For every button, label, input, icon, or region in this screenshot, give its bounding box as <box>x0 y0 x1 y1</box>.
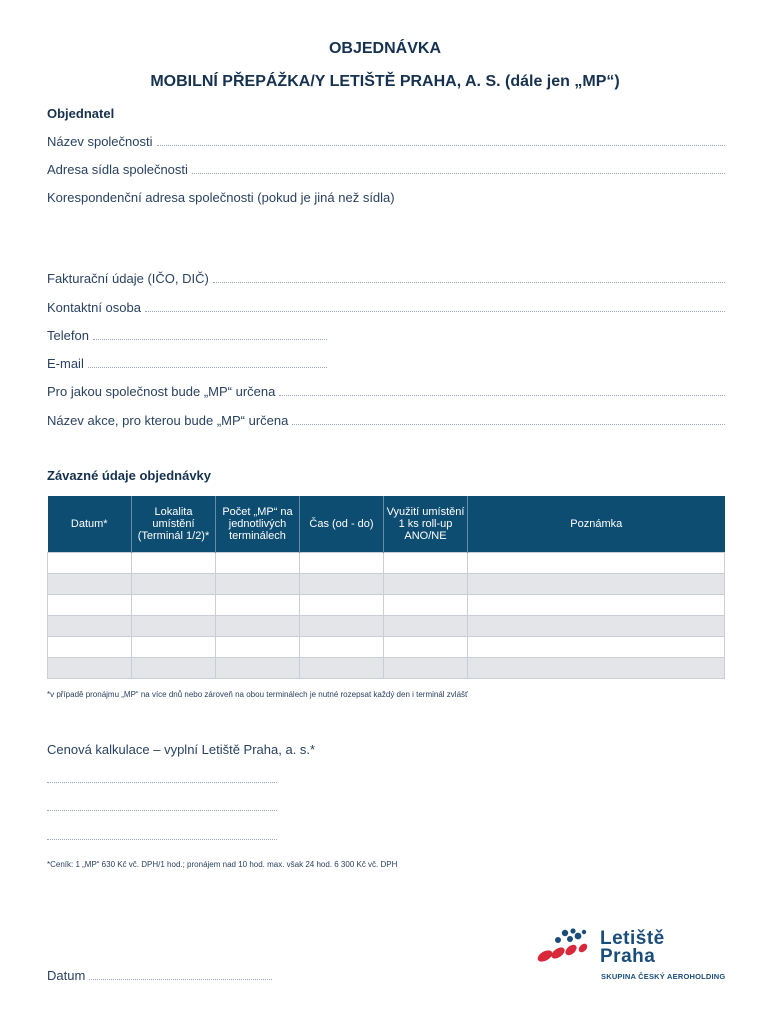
orderer-heading: Objednatel <box>47 106 115 121</box>
table-cell[interactable] <box>216 658 300 679</box>
pricing-line-1 <box>47 781 277 783</box>
billing-details-field[interactable] <box>47 271 725 286</box>
target-company-field[interactable] <box>47 384 725 399</box>
phone-label: Telefon <box>47 328 89 343</box>
target-company-label: Pro jakou společnost bude „MP“ určena <box>47 384 276 399</box>
table-row <box>48 616 725 637</box>
company-name-field[interactable] <box>47 134 725 149</box>
table-cell[interactable] <box>300 658 384 679</box>
column-header-date: Datum* <box>48 496 132 553</box>
email-field[interactable] <box>47 356 327 371</box>
table-cell[interactable] <box>216 637 300 658</box>
pricing-footnote: *Ceník: 1 „MP“ 630 Kč vč. DPH/1 hod.; pronájem nad 10 hod. max. však 24 hod. 6 300 Kč vč. DPH <box>47 860 398 869</box>
correspondence-address-label: Korespondenční adresa společnosti (pokud je jiná než sídla) <box>47 190 395 205</box>
column-header-time: Čas (od - do) <box>300 496 384 553</box>
email-label: E-mail <box>47 356 84 371</box>
contact-person-field[interactable] <box>47 300 725 315</box>
column-header-location: Lokalita umístění (Terminál 1/2)* <box>132 496 216 553</box>
pricing-heading: Cenová kalkulace – vyplní Letiště Praha, a. s.* <box>47 742 316 757</box>
document-title: OBJEDNÁVKA <box>328 40 441 57</box>
pricing-line-2 <box>47 809 277 811</box>
table-cell[interactable] <box>216 616 300 637</box>
event-name-line[interactable] <box>292 414 725 425</box>
order-details-heading: Závazné údaje objednávky <box>47 468 212 483</box>
table-cell[interactable] <box>48 616 132 637</box>
table-cell[interactable] <box>132 574 216 595</box>
logo-name-line2: Praha <box>600 946 656 967</box>
correspondence-address-field[interactable] <box>47 190 725 205</box>
billing-details-label: Fakturační údaje (IČO, DIČ) <box>47 271 209 286</box>
table-cell[interactable] <box>300 553 384 574</box>
company-address-field[interactable] <box>47 162 725 177</box>
table-cell[interactable] <box>132 595 216 616</box>
date-label: Datum <box>47 968 86 983</box>
table-row <box>48 637 725 658</box>
email-line[interactable] <box>88 357 327 368</box>
contact-person-label: Kontaktní osoba <box>47 300 141 315</box>
column-header-count: Počet „MP“ na jednotlivých terminálech <box>216 496 300 553</box>
table-cell[interactable] <box>384 616 468 637</box>
event-name-field[interactable] <box>47 413 725 428</box>
table-header-row <box>48 496 725 553</box>
event-name-label: Název akce, pro kterou bude „MP“ určena <box>47 413 289 428</box>
table-cell[interactable] <box>300 595 384 616</box>
phone-field[interactable] <box>47 328 327 343</box>
contact-person-line[interactable] <box>145 301 725 312</box>
company-name-line[interactable] <box>157 135 726 146</box>
column-header-rollup: Využití umístění 1 ks roll-up ANO/NE <box>384 496 468 553</box>
table-cell[interactable] <box>48 637 132 658</box>
phone-line[interactable] <box>93 329 327 340</box>
table-cell[interactable] <box>384 574 468 595</box>
table-cell[interactable] <box>132 553 216 574</box>
table-cell[interactable] <box>132 658 216 679</box>
target-company-line[interactable] <box>279 385 725 396</box>
table-cell[interactable] <box>216 574 300 595</box>
pricing-line-3 <box>47 838 277 840</box>
document-subtitle: MOBILNÍ PŘEPÁŽKA/Y LETIŠTĚ PRAHA, A. S. (dále jen „MP“) <box>150 73 620 90</box>
table-cell[interactable] <box>300 574 384 595</box>
table-cell[interactable] <box>384 658 468 679</box>
logo-tagline: SKUPINA ČESKÝ AEROHOLDING <box>601 972 726 981</box>
date-field[interactable] <box>47 968 272 983</box>
table-cell[interactable] <box>48 553 132 574</box>
order-details-table <box>47 496 725 679</box>
date-line[interactable] <box>89 969 272 980</box>
table-cell[interactable] <box>132 616 216 637</box>
table-cell[interactable] <box>468 637 725 658</box>
table-row <box>48 553 725 574</box>
table-cell[interactable] <box>132 637 216 658</box>
table-cell[interactable] <box>468 553 725 574</box>
airport-logo-icon <box>534 926 598 966</box>
table-cell[interactable] <box>216 595 300 616</box>
billing-details-line[interactable] <box>213 272 725 283</box>
table-cell[interactable] <box>216 553 300 574</box>
logo-name-line1: Letiště <box>600 928 665 949</box>
company-address-line[interactable] <box>192 163 725 174</box>
table-cell[interactable] <box>468 616 725 637</box>
company-name-label: Název společnosti <box>47 134 153 149</box>
column-header-note: Poznámka <box>468 496 725 553</box>
table-cell[interactable] <box>384 637 468 658</box>
table-cell[interactable] <box>48 658 132 679</box>
table-cell[interactable] <box>300 637 384 658</box>
table-cell[interactable] <box>300 616 384 637</box>
table-cell[interactable] <box>384 553 468 574</box>
table-cell[interactable] <box>48 595 132 616</box>
table-row <box>48 595 725 616</box>
table-row <box>48 658 725 679</box>
table-cell[interactable] <box>48 574 132 595</box>
table-cell[interactable] <box>384 595 468 616</box>
table-cell[interactable] <box>468 574 725 595</box>
order-footnote: *v případě pronájmu „MP“ na více dnů nebo zároveň na obou terminálech je nutné rozepsat každý den i terminál zvlášť <box>47 690 469 699</box>
table-row <box>48 574 725 595</box>
table-cell[interactable] <box>468 595 725 616</box>
table-cell[interactable] <box>468 658 725 679</box>
company-address-label: Adresa sídla společnosti <box>47 162 188 177</box>
